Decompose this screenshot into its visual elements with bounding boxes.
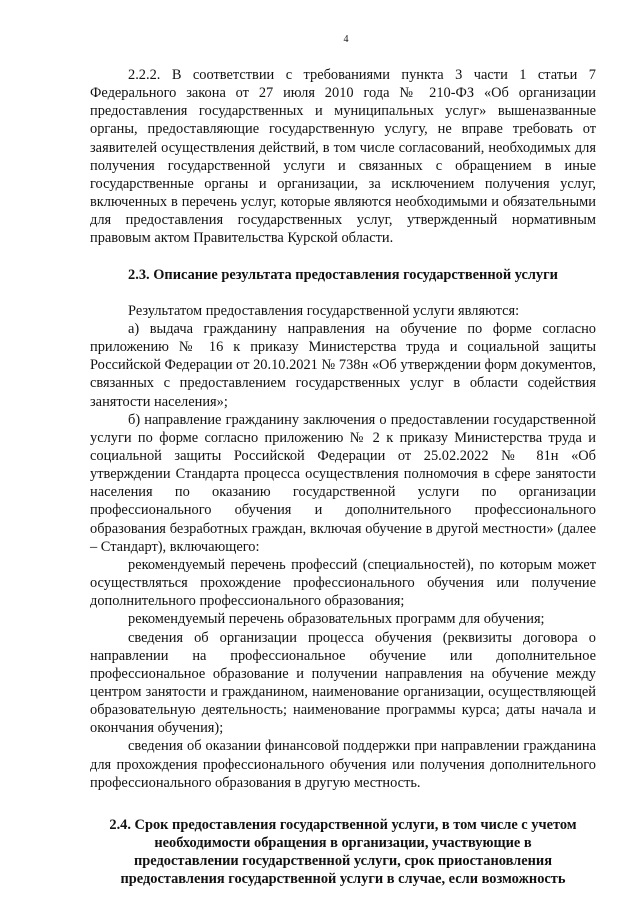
paragraph-professions-list: рекомендуемый перечень профессий (специальностей), по которым может осуществляться прохождение профессионального обучения или получение дополнительного профессионального образования; — [90, 556, 596, 610]
page-number: 4 — [343, 34, 349, 45]
heading-2-4-line: необходимости обращения в организации, участвующие в — [154, 835, 532, 852]
paragraph-item-b: б) направление гражданину заключения о предоставлении государственной услуги по форме согласно приложению № 2 к приказу Министерства труда и социальной защиты Российской Федерации от 25.02.2022 № 81н «Об утверждении Стандарта процесса осуществления полномочия в сфере занятости населения по оказанию государственной услуги по организации профессионального обучения и дополнительного профессионального образования безработных граждан, включая обучение в другой местности» (далее – Стандарт), включающего: — [90, 411, 596, 555]
heading-2-4-line: предоставлении государственной услуги, срок приостановления — [134, 853, 552, 870]
heading-2-4-line: предоставления государственной услуги в случае, если возможность — [120, 871, 566, 888]
paragraph-financial-support: сведения об оказании финансовой поддержки при направлении гражданина для прохождения профессионального обучения или получения дополнительного профессионального образования в другую местность. — [90, 738, 596, 791]
document-page — [90, 0, 596, 905]
section-heading-2-4 — [90, 816, 596, 889]
paragraph-2-2-2: 2.2.2. В соответствии с требованиями пункта 3 части 1 статьи 7 Федерального закона от 27 июля 2010 года № 210-ФЗ «Об организации предоставления государственных и муниципальных услуг» вышеназванные органы, предоставляющие государственную услугу, не вправе требовать от заявителей осуществления действий, в том числе согласований, необходимых для получения государственной услуги и связанных с обращением в иные государственные органы и организации, за исключением получения услуг, включенных в перечень услуг, которые являются необходимыми и обязательными для предоставления государственных услуг, утвержденный нормативным правовым актом Правительства Курской области. — [90, 67, 596, 247]
heading-2-4-line: 2.4. Срок предоставления государственной услуги, в том числе с учетом — [109, 816, 577, 833]
paragraph-result-intro: Результатом предоставления государственной услуги являются: — [128, 302, 520, 319]
paragraph-programs-list: рекомендуемый перечень образовательных программ для обучения; — [128, 611, 545, 628]
document-body — [90, 66, 596, 889]
section-heading-2-3: 2.3. Описание результата предоставления государственной услуги — [128, 266, 558, 283]
paragraph-item-a: а) выдача гражданину направления на обучение по форме согласно приложению № 16 к приказу Министерства труда и социальной защиты Российской Федерации от 20.10.2021 № 738н «Об утверждении форм документов, связанных с предоставлением государственных услуг в области содействия занятости населения»; — [90, 320, 596, 410]
paragraph-training-info: сведения об организации процесса обучения (реквизиты договора о направлении на профессиональное обучение или дополнительное профессиональное образование и получении направления на обучение между центром занятости и гражданином, наименование организации, осуществляющей образовательную деятельность; наименование программы курса; даты начала и окончания обучения); — [90, 629, 596, 737]
